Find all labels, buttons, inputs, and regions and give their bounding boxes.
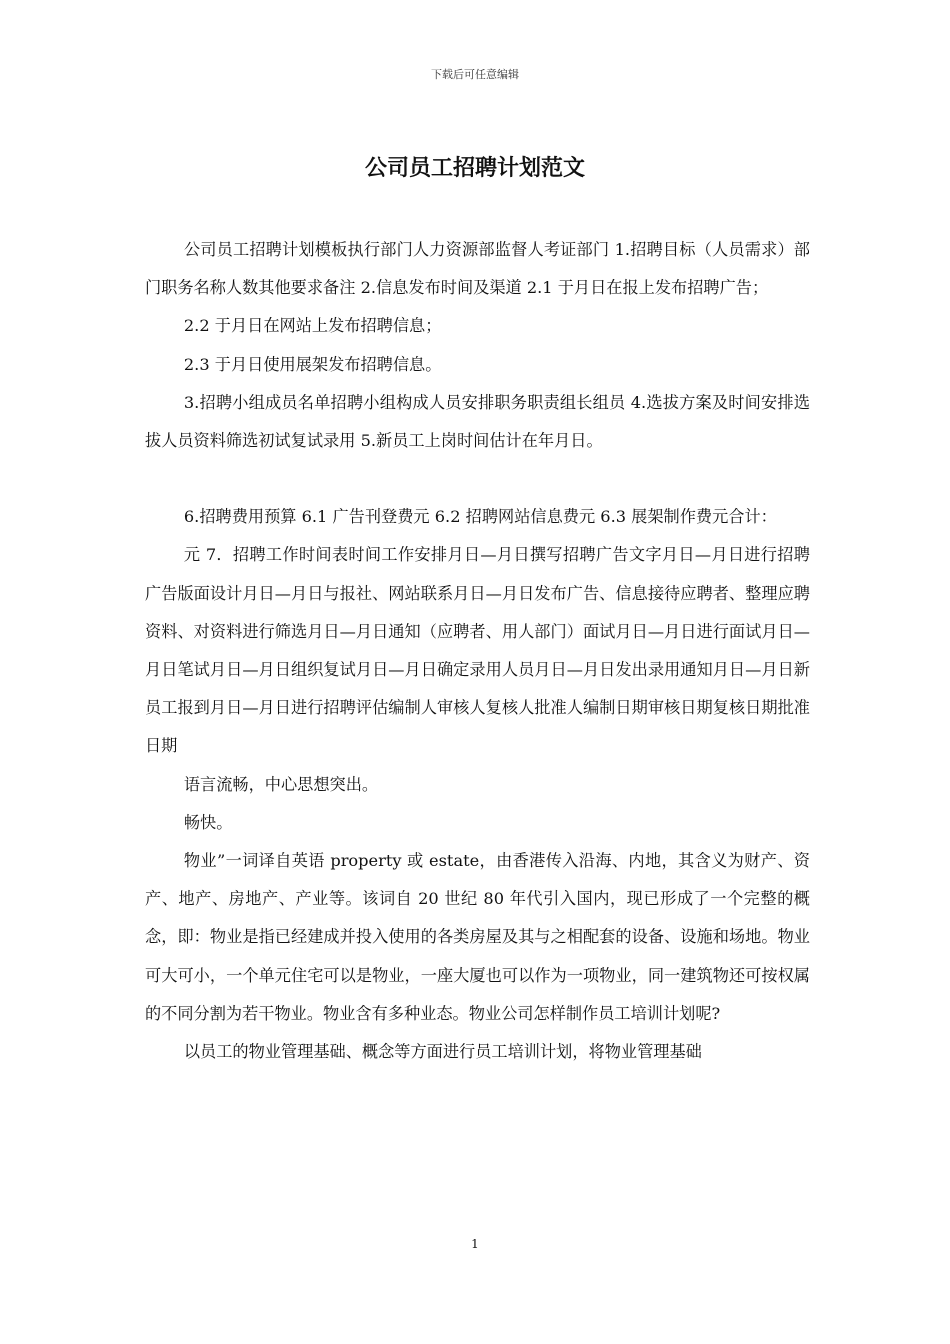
page-header: 下载后可任意编辑 <box>431 68 519 81</box>
paragraph-selection-plan: 3.招聘小组成员名单招聘小组构成人员安排职务职责组长组员 4.选拔方案及时间安排选拔人员资料筛选初试复试录用 5.新员工上岗时间估计在年月日。 <box>145 392 810 451</box>
paragraph-language-note: 语言流畅，中心思想突出。 <box>183 774 379 794</box>
paragraph-schedule: 元 7．招聘工作时间表时间工作安排月日—月日撰写招聘广告文字月日—月日进行招聘广告版面设计月日—月日与报社、网站联系月日—月日发布广告、信息接待应聘者、整理应聘资料、对资料进行筛选月日—月日通知（应聘者、用人部门）面试月日—月日进行面试月日—月日笔试月日—月日组织复试月日—月日确定录用人员月日—月日发出录用通知月日—月日新员工报到月日—月日进行招聘评估编制人审核人复核人批准人编制日期审核日期复核日期批准日期 <box>145 545 810 756</box>
paragraph-display-stand: 2.3 于月日使用展架发布招聘信息。 <box>183 354 442 374</box>
paragraph-property-definition: 物业”一词译自英语 property 或 estate，由香港传入沿海、内地，其含义为财产、资产、地产、房地产、产业等。该词自 20 世纪 80 年代引入国内，现已形成了一个完整的概念，即：物业是指已经建成并投入使用的各类房屋及其与之相配套的设备、设施和场地。物业可大可小，一个单元住宅可以是物业，一座大厦也可以作为一项物业，同一建筑物还可按权属的不同分割为若干物业。物业含有多种业态。物业公司怎样制作员工培训计划呢? <box>145 851 810 1023</box>
paragraph-website-posting: 2.2 于月日在网站上发布招聘信息； <box>183 316 442 336</box>
paragraph-training-plan: 以员工的物业管理基础、概念等方面进行员工培训计划，将物业管理基础 <box>183 1042 702 1062</box>
document-title: 公司员工招聘计划范文 <box>364 156 585 181</box>
paragraph-budget: 6.招聘费用预算 6.1 广告刊登费元 6.2 招聘网站信息费元 6.3 展架制作费元合计： <box>183 507 777 527</box>
paragraph-brief-note: 畅快。 <box>183 812 233 832</box>
document-body <box>145 231 810 1071</box>
page-number: 1 <box>471 1237 479 1251</box>
paragraph-recruitment-plan: 公司员工招聘计划模板执行部门人力资源部监督人考证部门 1.招聘目标（人员需求）部门职务名称人数其他要求备注 2.信息发布时间及渠道 2.1 于月日在报上发布招聘广告； <box>145 240 810 298</box>
